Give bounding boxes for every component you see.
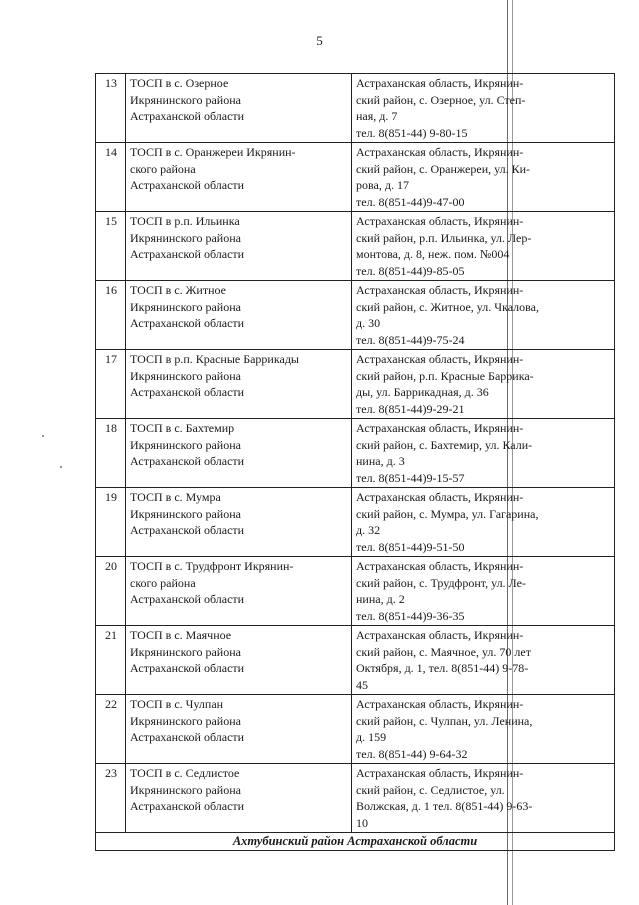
address-cell bbox=[352, 143, 615, 212]
organization-name-line: Икрянинского района bbox=[130, 368, 241, 383]
address-line: Астраханская область, Икрянин- bbox=[356, 559, 524, 573]
address-line: Астраханская область, Икрянин- bbox=[356, 214, 524, 228]
organization-name-line: Икрянинского района bbox=[130, 92, 241, 107]
table-row bbox=[96, 143, 615, 212]
organization-name-line: ТОСП в с. Озерное bbox=[130, 76, 229, 90]
row-number: 14 bbox=[96, 143, 126, 212]
organization-name-line: Икрянинского района bbox=[130, 506, 241, 521]
address-line: д. 159 bbox=[356, 730, 387, 745]
row-number: 21 bbox=[96, 626, 126, 695]
row-number: 22 bbox=[96, 695, 126, 764]
scan-speck bbox=[60, 466, 62, 468]
organization-name-cell bbox=[126, 281, 352, 350]
organization-name-cell bbox=[126, 695, 352, 764]
organization-name-line: ТОСП в с. Мумра bbox=[130, 490, 221, 504]
address-line: тел. 8(851-44)9-15-57 bbox=[356, 470, 465, 485]
address-line: тел. 8(851-44)9-85-05 bbox=[356, 263, 465, 278]
address-cell bbox=[352, 212, 615, 281]
address-line: 10 bbox=[356, 815, 368, 830]
organization-name-cell bbox=[126, 350, 352, 419]
table-row bbox=[96, 695, 615, 764]
page-number: 5 bbox=[316, 33, 323, 48]
address-line: ский район, р.п. Ильинка, ул. Лер- bbox=[356, 230, 532, 245]
organization-name-line: Астраханской области bbox=[130, 799, 245, 814]
organization-name-line: Икрянинского района bbox=[130, 230, 241, 245]
address-line: Астраханская область, Икрянин- bbox=[356, 76, 524, 90]
address-cell bbox=[352, 626, 615, 695]
address-line: д. 32 bbox=[356, 523, 381, 538]
address-line: ский район, р.п. Красные Баррика- bbox=[356, 368, 534, 383]
address-line: ский район, с. Мумра, ул. Гагарина, bbox=[356, 506, 539, 521]
address-line: нина, д. 2 bbox=[356, 592, 405, 607]
address-line: ский район, с. Трудфронт, ул. Ле- bbox=[356, 575, 526, 590]
address-cell bbox=[352, 419, 615, 488]
organization-name-line: Астраханской области bbox=[130, 523, 245, 538]
organization-name-line: ТОСП в р.п. Красные Баррикады bbox=[130, 352, 299, 366]
address-line: Астраханская область, Икрянин- bbox=[356, 697, 524, 711]
row-number: 16 bbox=[96, 281, 126, 350]
organization-name-line: Икрянинского района bbox=[130, 782, 241, 797]
organization-name-cell bbox=[126, 764, 352, 833]
row-number: 15 bbox=[96, 212, 126, 281]
address-cell bbox=[352, 764, 615, 833]
address-cell bbox=[352, 74, 615, 143]
row-number: 20 bbox=[96, 557, 126, 626]
organization-name-cell bbox=[126, 74, 352, 143]
organization-name-line: ТОСП в р.п. Ильинка bbox=[130, 214, 240, 228]
address-line: тел. 8(851-44)9-51-50 bbox=[356, 539, 465, 554]
address-line: ды, ул. Баррикадная, д. 36 bbox=[356, 385, 489, 400]
table-row bbox=[96, 350, 615, 419]
address-line: 45 bbox=[356, 677, 368, 692]
organization-name-line: Астраханской области bbox=[130, 592, 245, 607]
section-heading: Ахтубинский район Астраханской области bbox=[96, 833, 615, 851]
organization-name-line: ТОСП в с. Маячное bbox=[130, 628, 232, 642]
address-line: Астраханская область, Икрянин- bbox=[356, 421, 524, 435]
table-row bbox=[96, 74, 615, 143]
table-row bbox=[96, 281, 615, 350]
row-number: 23 bbox=[96, 764, 126, 833]
address-line: ский район, с. Седлистое, ул. bbox=[356, 782, 505, 797]
address-line: монтова, д. 8, неж. пом. №004 bbox=[356, 247, 510, 262]
organization-name-cell bbox=[126, 626, 352, 695]
organization-name-line: Астраханской области bbox=[130, 385, 245, 400]
address-line: Астраханская область, Икрянин- bbox=[356, 283, 524, 297]
address-line: Астраханская область, Икрянин- bbox=[356, 628, 524, 642]
address-line: Волжская, д. 1 тел. 8(851-44) 9-63- bbox=[356, 799, 533, 814]
address-line: ский район, с. Озерное, ул. Степ- bbox=[356, 92, 526, 107]
organization-name-cell bbox=[126, 488, 352, 557]
row-number: 19 bbox=[96, 488, 126, 557]
address-line: ная, д. 7 bbox=[356, 109, 398, 124]
organization-name-cell bbox=[126, 419, 352, 488]
organization-name-line: Икрянинского района bbox=[130, 437, 241, 452]
organization-name-line: ТОСП в с. Оранжереи Икрянин- bbox=[130, 145, 296, 159]
row-number: 17 bbox=[96, 350, 126, 419]
organization-name-line: Астраханской области bbox=[130, 316, 245, 331]
organization-name-line: ТОСП в с. Чулпан bbox=[130, 697, 224, 711]
row-number: 18 bbox=[96, 419, 126, 488]
organization-name-cell bbox=[126, 557, 352, 626]
organization-name-line: ского района bbox=[130, 575, 196, 590]
address-line: нина, д. 3 bbox=[356, 454, 405, 469]
organization-name-line: Астраханской области bbox=[130, 454, 245, 469]
organization-name-line: ского района bbox=[130, 161, 196, 176]
table-row bbox=[96, 626, 615, 695]
address-cell bbox=[352, 557, 615, 626]
table-row bbox=[96, 557, 615, 626]
organization-name-line: Астраханской области bbox=[130, 109, 245, 124]
address-line: д. 30 bbox=[356, 316, 381, 331]
address-line: ский район, с. Бахтемир, ул. Кали- bbox=[356, 437, 533, 452]
address-line: Астраханская область, Икрянин- bbox=[356, 490, 524, 504]
address-line: тел. 8(851-44)9-47-00 bbox=[356, 194, 465, 209]
address-line: тел. 8(851-44)9-29-21 bbox=[356, 401, 465, 416]
row-number: 13 bbox=[96, 74, 126, 143]
table-row bbox=[96, 488, 615, 557]
address-line: Астраханская область, Икрянин- bbox=[356, 145, 524, 159]
organization-name-line: Икрянинского района bbox=[130, 299, 241, 314]
address-line: ский район, с. Чулпан, ул. Ленина, bbox=[356, 713, 533, 728]
address-line: тел. 8(851-44) 9-64-32 bbox=[356, 746, 468, 761]
organization-name-line: Астраханской области bbox=[130, 247, 245, 262]
organization-name-line: ТОСП в с. Бахтемир bbox=[130, 421, 235, 435]
address-cell bbox=[352, 695, 615, 764]
address-line: Астраханская область, Икрянин- bbox=[356, 766, 524, 780]
table-row bbox=[96, 212, 615, 281]
address-line: ский район, с. Житное, ул. Чкалова, bbox=[356, 299, 539, 314]
organization-name-cell bbox=[126, 212, 352, 281]
organization-name-line: Астраханской области bbox=[130, 730, 245, 745]
organizations-table bbox=[95, 73, 615, 851]
organization-name-line: ТОСП в с. Житное bbox=[130, 283, 226, 297]
organization-name-line: Астраханской области bbox=[130, 178, 245, 193]
address-line: тел. 8(851-44) 9-80-15 bbox=[356, 125, 468, 140]
scan-speck bbox=[42, 435, 44, 437]
section-row bbox=[96, 833, 615, 851]
organization-name-cell bbox=[126, 143, 352, 212]
address-line: тел. 8(851-44)9-36-35 bbox=[356, 608, 465, 623]
address-line: Октября, д. 1, тел. 8(851-44) 9-78- bbox=[356, 661, 529, 676]
address-line: рова, д. 17 bbox=[356, 178, 409, 193]
organization-name-line: Икрянинского района bbox=[130, 713, 241, 728]
address-line: ский район, с. Маячное, ул. 70 лет bbox=[356, 644, 531, 659]
address-cell bbox=[352, 281, 615, 350]
address-line: ский район, с. Оранжереи, ул. Ки- bbox=[356, 161, 530, 176]
organization-name-line: Астраханской области bbox=[130, 661, 245, 676]
organization-name-line: Икрянинского района bbox=[130, 644, 241, 659]
address-cell bbox=[352, 488, 615, 557]
address-cell bbox=[352, 350, 615, 419]
table-row bbox=[96, 419, 615, 488]
address-line: тел. 8(851-44)9-75-24 bbox=[356, 332, 465, 347]
address-line: Астраханская область, Икрянин- bbox=[356, 352, 524, 366]
table-row bbox=[96, 764, 615, 833]
organization-name-line: ТОСП в с. Седлистое bbox=[130, 766, 240, 780]
organization-name-line: ТОСП в с. Трудфронт Икрянин- bbox=[130, 559, 294, 573]
